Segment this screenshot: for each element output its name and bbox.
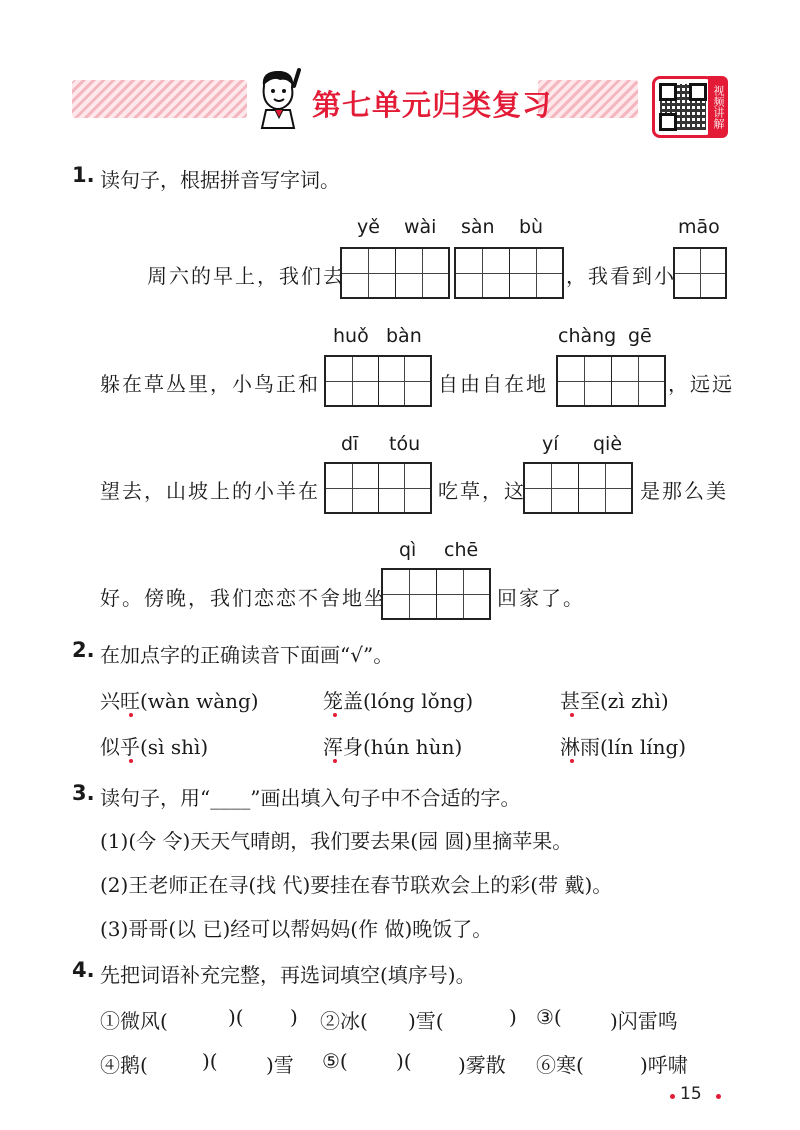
q4-fill[interactable]: ④鹅(: [100, 1053, 148, 1077]
q4-fill[interactable]: ①微风(: [100, 1009, 168, 1033]
q2-item[interactable]: 甚至(zì zhì): [560, 689, 669, 713]
q4-fill[interactable]: )雪(: [408, 1009, 444, 1033]
pinyin: huǒ: [333, 325, 369, 347]
writing-grid[interactable]: [556, 355, 666, 407]
q4-fill[interactable]: ⑤(: [322, 1049, 348, 1073]
q3-item[interactable]: (2)王老师正在寻(找 代)要挂在春节联欢会上的彩(带 戴)。: [100, 873, 613, 897]
page-number: 15: [680, 1084, 702, 1104]
pinyin: tóu: [389, 433, 421, 455]
q4-fill[interactable]: )雾散: [458, 1053, 506, 1077]
q4-number: 4.: [72, 958, 95, 982]
q1-prompt: 读句子，根据拼音写字词。: [100, 168, 340, 192]
emphasis-dot: [129, 759, 133, 763]
header-stripe-right: [538, 80, 638, 118]
q2-item[interactable]: 兴旺(wàn wàng): [100, 689, 259, 713]
pinyin: bù: [519, 216, 544, 238]
q4-fill[interactable]: ②冰(: [320, 1009, 368, 1033]
page-dot-left: [670, 1094, 675, 1099]
sentence-text: 躲在草丛里，小鸟正和: [100, 372, 320, 396]
pinyin: qì: [399, 539, 417, 561]
sentence-text: ，远远: [668, 372, 734, 396]
writing-grid[interactable]: [454, 247, 564, 299]
emphasis-dot: [129, 713, 133, 717]
q4-fill[interactable]: ): [290, 1005, 298, 1029]
sentence-text: 好。傍晚，我们恋恋不舍地坐: [100, 586, 386, 610]
pinyin: chē: [444, 539, 479, 561]
emphasis-dot: [333, 713, 337, 717]
emphasis-dot: [570, 713, 574, 717]
q2-prompt: 在加点字的正确读音下面画“√”。: [100, 643, 394, 667]
pinyin: gē: [628, 325, 652, 347]
q4-fill[interactable]: )(: [202, 1049, 218, 1073]
q2-item[interactable]: 笼盖(lóng lǒng): [323, 689, 474, 713]
writing-grid[interactable]: [324, 355, 432, 407]
q4-fill[interactable]: )闪雷鸣: [610, 1009, 678, 1033]
header-stripe-left: [72, 80, 247, 118]
q4-fill[interactable]: ③(: [536, 1005, 562, 1029]
writing-grid[interactable]: [340, 247, 450, 299]
pinyin: chàng: [558, 325, 617, 347]
q4-fill[interactable]: )雪: [266, 1053, 294, 1077]
pinyin: wài: [404, 216, 437, 238]
writing-grid[interactable]: [381, 568, 491, 620]
page-title: 第七单元归类复习: [312, 88, 553, 122]
q4-fill[interactable]: ⑥寒(: [536, 1053, 584, 1077]
q4-fill[interactable]: )(: [228, 1005, 244, 1029]
sentence-text: 周六的早上，我们去: [147, 264, 345, 288]
video-tag: 视频讲解: [708, 76, 728, 138]
q3-number: 3.: [72, 781, 95, 805]
sentence-text: 回家了。: [497, 586, 585, 610]
pinyin: māo: [678, 216, 720, 238]
pinyin: yě: [357, 216, 380, 238]
q2-item[interactable]: 浑身(hún hùn): [323, 735, 463, 759]
pinyin: qiè: [593, 433, 623, 455]
writing-grid[interactable]: [673, 247, 727, 299]
pinyin: sàn: [461, 216, 495, 238]
boy-mascot-icon: [250, 66, 306, 130]
q2-item[interactable]: 似乎(sì shì): [100, 735, 209, 759]
pinyin: yí: [542, 433, 559, 455]
q3-item[interactable]: (3)哥哥(以 已)经可以帮妈妈(作 做)晚饭了。: [100, 917, 493, 941]
sentence-text: 吃草，这: [438, 479, 526, 503]
writing-grid[interactable]: [523, 462, 633, 514]
q4-fill[interactable]: ): [509, 1005, 517, 1029]
writing-grid[interactable]: [324, 462, 432, 514]
emphasis-dot: [333, 759, 337, 763]
qr-code-icon[interactable]: [652, 76, 714, 138]
q2-number: 2.: [72, 638, 95, 662]
q1-number: 1.: [72, 163, 95, 187]
page-dot-right: [716, 1094, 721, 1099]
sentence-text: ，我看到小: [566, 264, 676, 288]
emphasis-dot: [570, 759, 574, 763]
sentence-text: 是那么美: [640, 479, 728, 503]
q4-fill[interactable]: )呼啸: [640, 1053, 688, 1077]
sentence-text: 自由自在地: [438, 372, 548, 396]
q3-prompt: 读句子，用“____”画出填入句子中不合适的字。: [100, 786, 521, 810]
pinyin: dī: [341, 433, 359, 455]
q4-fill[interactable]: )(: [396, 1049, 412, 1073]
q2-item[interactable]: 淋雨(lín líng): [560, 735, 687, 759]
pinyin: bàn: [386, 325, 422, 347]
sentence-text: 望去，山坡上的小羊在: [100, 479, 320, 503]
q3-item[interactable]: (1)(今 令)天天气晴朗，我们要去果(园 圆)里摘苹果。: [100, 829, 573, 853]
q4-prompt: 先把词语补充完整，再选词填空(填序号)。: [100, 963, 476, 987]
